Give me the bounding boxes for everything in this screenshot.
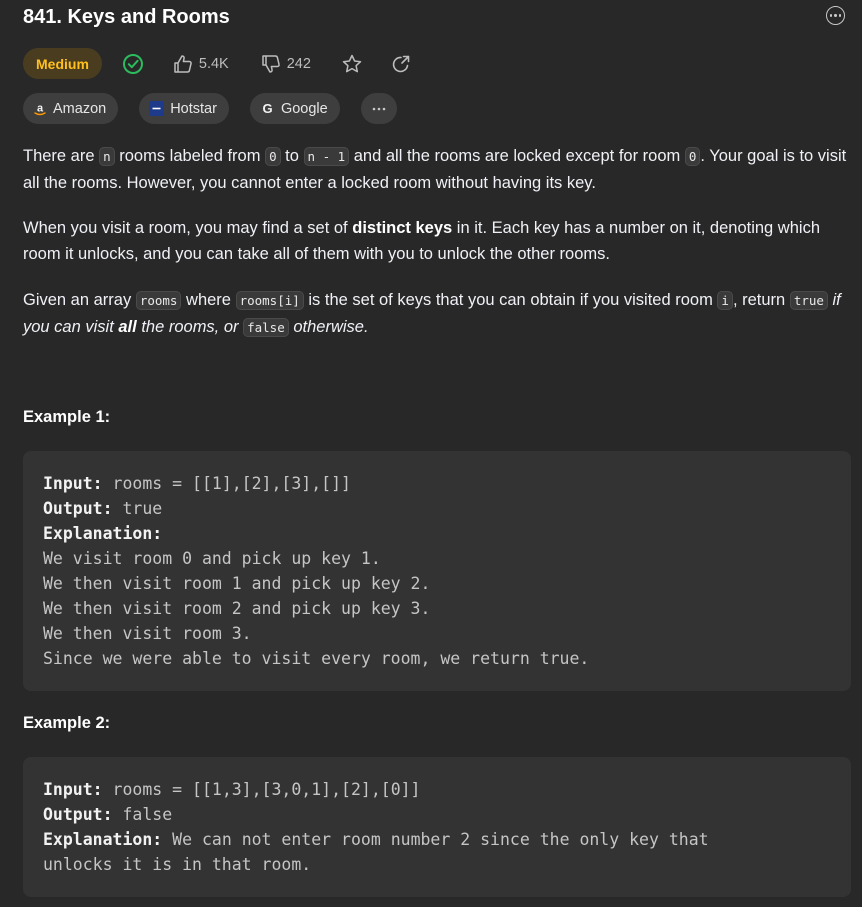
solved-check-icon (122, 53, 144, 75)
ellipsis-icon (372, 107, 386, 111)
more-tags-button[interactable] (361, 93, 397, 124)
problem-title: 841. Keys and Rooms (23, 6, 230, 28)
inline-code: rooms (136, 291, 182, 310)
example-1-heading: Example 1: (23, 408, 111, 426)
difficulty-badge[interactable]: Medium (23, 48, 102, 79)
amazon-logo-icon (33, 102, 47, 116)
description-paragraph-2: When you visit a room, you may find a set of distinct keys in it. Each key has a number on it, denoting which room it unlocks, and you can take all of them with you to unlock the other rooms. (23, 219, 820, 263)
thumbs-up-icon (173, 54, 193, 74)
dislike-count: 242 (286, 55, 311, 72)
more-options-icon[interactable] (826, 6, 845, 25)
inline-code: true (790, 291, 828, 310)
description-paragraph-1: There are n rooms labeled from 0 to n - 1 and all the rooms are locked except for room 0 . Your goal is to visit all the rooms. However, you cannot enter a locked room without having its key. (23, 147, 847, 192)
like-count: 5.4K (198, 55, 229, 72)
svg-text:a: a (36, 102, 44, 114)
example-1-block: Input: rooms = [[1],[2],[3],[]] Output: true Explanation: We visit room 0 and pick up key 1. We then visit room 1 and pick up key 2. We then visit room 2 and pick up key 3. We then visit room 3. Since we were able to visit every room, we return true. (23, 451, 851, 691)
company-tag-label: Hotstar (170, 100, 217, 117)
thumbs-down-icon (261, 54, 281, 74)
inline-code: n (99, 147, 115, 166)
hotstar-logo-icon (149, 101, 164, 116)
dislike-button[interactable] (261, 54, 311, 74)
svg-text:G: G (262, 101, 273, 116)
inline-code: i (717, 291, 733, 310)
company-tags (23, 93, 397, 124)
example-2-heading: Example 2: (23, 714, 111, 732)
inline-code: false (243, 318, 289, 337)
emphasis-text: all (118, 318, 137, 336)
favorite-star-icon[interactable] (341, 53, 363, 75)
example-2-block: Input: rooms = [[1,3],[3,0,1],[2],[0]] Output: false Explanation: We can not enter room number 2 since the only key that unlocks it is in that room. (23, 757, 851, 897)
problem-meta-bar (23, 48, 411, 79)
description-paragraph-3: Given an array rooms where rooms[i] is the set of keys that you can obtain if you visited room i , return true if you can visit all the rooms, or false otherwise. (23, 291, 841, 336)
company-tag-hotstar[interactable] (139, 93, 229, 124)
company-tag-label: Google (280, 100, 328, 117)
inline-code: 0 (265, 147, 281, 166)
company-tag-amazon[interactable] (23, 93, 118, 124)
company-tag-google[interactable] (250, 93, 340, 124)
inline-code: n - 1 (304, 147, 350, 166)
share-icon[interactable] (391, 54, 411, 74)
inline-code: rooms[i] (236, 291, 304, 310)
like-button[interactable] (173, 54, 229, 74)
inline-code: 0 (685, 147, 701, 166)
emphasis-text: distinct keys (352, 219, 453, 237)
google-logo-icon (260, 101, 275, 116)
company-tag-label: Amazon (53, 100, 107, 117)
